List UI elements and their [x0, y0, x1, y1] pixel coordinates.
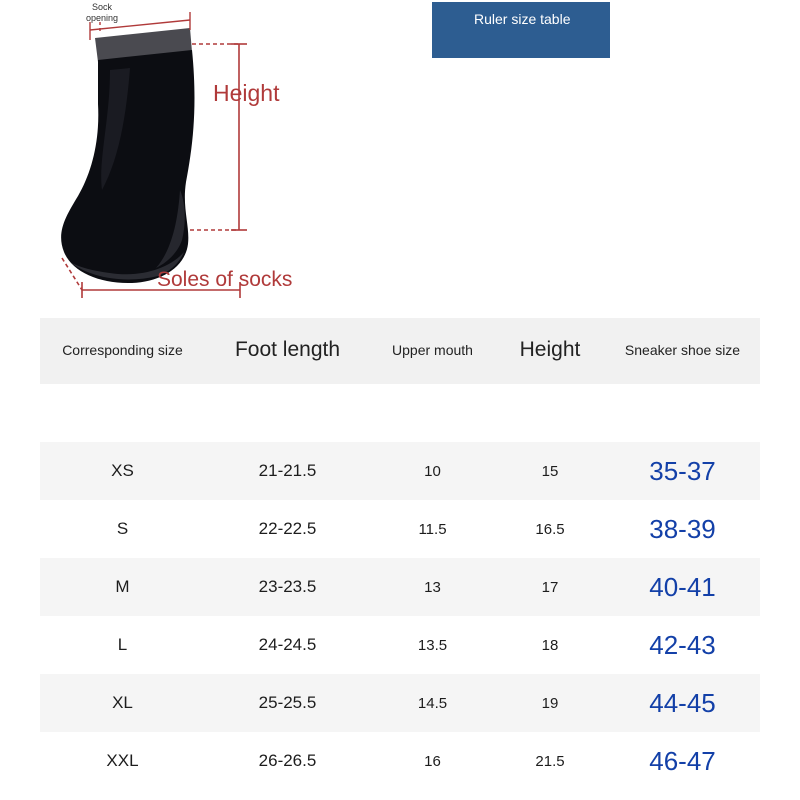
cell-foot-length: 25-25.5: [205, 674, 370, 732]
cell-foot-length: 21-21.5: [205, 442, 370, 500]
cell-foot-length: 26-26.5: [205, 732, 370, 790]
cell-height: 19: [495, 674, 605, 732]
table-row: [40, 558, 760, 616]
cell-upper-mouth: 16: [370, 732, 495, 790]
table-row: [40, 732, 760, 790]
header-foot-length: Foot length: [234, 338, 341, 361]
table-row: [40, 442, 760, 500]
cell-upper-mouth: 14.5: [370, 674, 495, 732]
header-corresponding-size: Corresponding size: [62, 342, 183, 358]
cell-size: M: [40, 558, 205, 616]
spacer-cell: [205, 384, 370, 442]
cell-size: XL: [40, 674, 205, 732]
cell-size: XXL: [40, 732, 205, 790]
cell-size: XS: [40, 442, 205, 500]
table-header-row: [40, 318, 760, 384]
cell-sneaker-size: 38-39: [605, 500, 760, 558]
table-row: [40, 674, 760, 732]
cell-height: 17: [495, 558, 605, 616]
header-height: Height: [519, 338, 581, 361]
height-label: Height: [213, 80, 280, 106]
cell-sneaker-size: 35-37: [605, 442, 760, 500]
cell-foot-length: 23-23.5: [205, 558, 370, 616]
spacer-cell: [495, 384, 605, 442]
cell-upper-mouth: 13.5: [370, 616, 495, 674]
cell-sneaker-size: 44-45: [605, 674, 760, 732]
cell-height: 15: [495, 442, 605, 500]
table-row: [40, 616, 760, 674]
sock-opening-label: Sock opening: [85, 2, 119, 23]
header-sneaker-shoe-size: Sneaker shoe size: [624, 342, 741, 358]
cell-foot-length: 22-22.5: [205, 500, 370, 558]
table-spacer-row: [40, 384, 760, 442]
cell-sneaker-size: 42-43: [605, 616, 760, 674]
ruler-size-table-banner: Ruler size table: [432, 2, 610, 58]
cell-height: 16.5: [495, 500, 605, 558]
sock-illustration: [0, 0, 800, 318]
cell-foot-length: 24-24.5: [205, 616, 370, 674]
soles-of-socks-label: Soles of socks: [157, 268, 293, 291]
spacer-cell: [40, 384, 205, 442]
spacer-cell: [605, 384, 760, 442]
spacer-cell: [370, 384, 495, 442]
cell-size: L: [40, 616, 205, 674]
table-row: [40, 500, 760, 558]
cell-height: 21.5: [495, 732, 605, 790]
cell-sneaker-size: 46-47: [605, 732, 760, 790]
cell-size: S: [40, 500, 205, 558]
cell-sneaker-size: 40-41: [605, 558, 760, 616]
header-upper-mouth: Upper mouth: [392, 342, 473, 358]
size-chart-table: [40, 318, 760, 790]
cell-upper-mouth: 11.5: [370, 500, 495, 558]
cell-upper-mouth: 10: [370, 442, 495, 500]
height-measure-line: [190, 44, 247, 230]
cell-height: 18: [495, 616, 605, 674]
sock-shape: [61, 28, 194, 283]
cell-upper-mouth: 13: [370, 558, 495, 616]
